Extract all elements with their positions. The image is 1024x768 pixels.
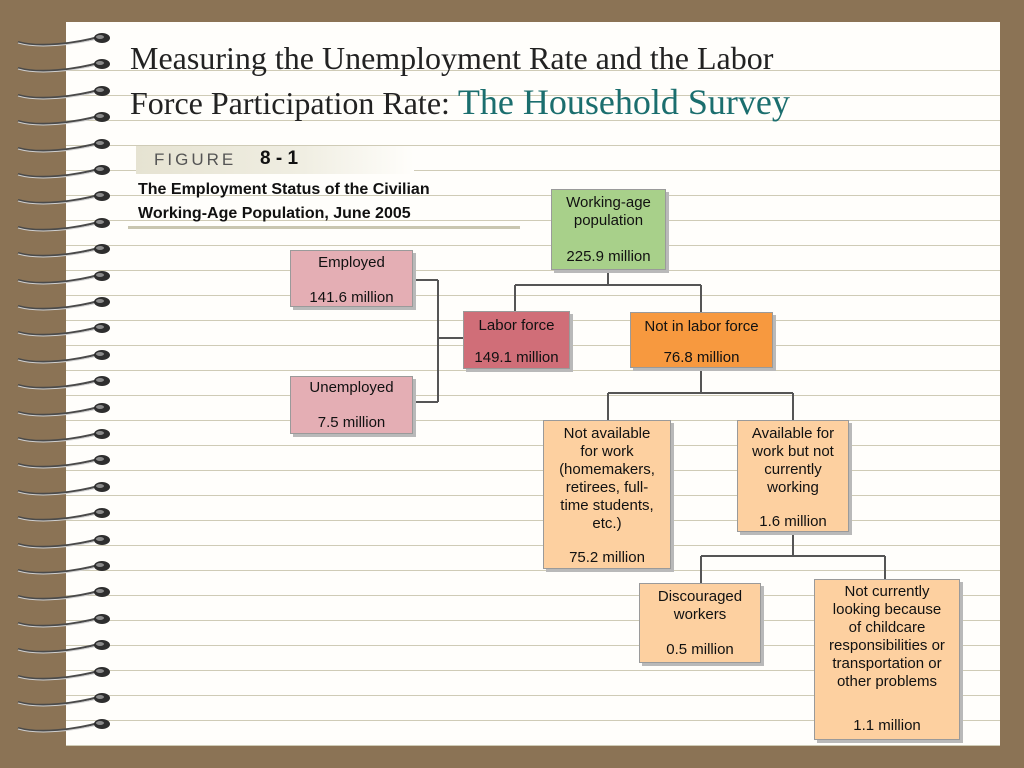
figure-number: 8 - 1 [260,148,299,169]
spiral-ring-icon [14,716,112,734]
spiral-ring-icon [14,347,112,365]
node-label: Not available for work (homemakers, retirees, full- time students, etc.) [559,425,655,532]
node-unemployed [290,376,413,434]
spiral-ring-icon [14,268,112,286]
spiral-ring-icon [14,611,112,629]
spiral-ring-icon [14,136,112,154]
spiral-ring-icon [14,690,112,708]
node-label: Employed [318,254,385,271]
title-line2: Force Participation Rate: [130,85,458,121]
node-label: Discouraged workers [657,588,743,623]
node-not-currently-looking [814,579,960,740]
node-label: Not in labor force [644,318,759,335]
spiral-ring-icon [14,56,112,74]
node-value: 1.1 million [853,717,921,734]
spiral-ring-icon [14,584,112,602]
spiral-ring-icon [14,109,112,127]
spiral-ring-icon [14,188,112,206]
spiral-ring-icon [14,373,112,391]
node-label: Working-age population [566,194,651,229]
figure-caption [138,178,518,226]
spiral-ring-icon [14,294,112,312]
node-working-age-population [551,189,666,270]
caption-divider [128,226,520,229]
spiral-ring-icon [14,505,112,523]
title-accent: The Household Survey [457,82,790,122]
spiral-ring-icon [14,637,112,655]
node-label: Available for work but not currently working [751,425,835,496]
spiral-ring-icon [14,215,112,233]
node-label: Labor force [478,317,555,334]
spiral-ring-icon [14,30,112,48]
node-label: Not currently looking because of childcare responsibilities or transportation or other problems [829,583,945,690]
spiral-ring-icon [14,452,112,470]
spiral-ring-icon [14,241,112,259]
node-value: 7.5 million [317,414,386,431]
figure-label [136,146,414,174]
spiral-ring-icon [14,162,112,180]
caption-line2: Working-Age Population, June 2005 [138,205,411,222]
caption-line1: The Employment Status of the Civilian [138,181,430,198]
node-discouraged-workers [639,583,761,663]
spiral-ring-icon [14,558,112,576]
node-value: 0.5 million [666,641,734,658]
spiral-ring-icon [14,479,112,497]
node-value: 225.9 million [566,248,651,265]
spiral-ring-icon [14,532,112,550]
spiral-ring-icon [14,426,112,444]
node-employed [290,250,413,307]
node-value: 1.6 million [759,513,827,530]
node-value: 149.1 million [474,349,559,366]
spiral-ring-icon [14,83,112,101]
node-value: 141.6 million [309,289,394,306]
node-label: Unemployed [309,379,394,396]
node-available-not-working [737,420,849,532]
slide-title [130,36,990,125]
node-value: 75.2 million [569,549,645,566]
figure-word: FIGURE [154,150,237,169]
node-not-available-for-work [543,420,671,569]
node-value: 76.8 million [663,349,740,366]
spiral-ring-icon [14,320,112,338]
spiral-ring-icon [14,664,112,682]
node-not-in-labor-force [630,312,773,368]
spiral-ring-icon [14,400,112,418]
title-line1: Measuring the Unemployment Rate and the Labor [130,40,774,76]
node-labor-force [463,311,570,369]
